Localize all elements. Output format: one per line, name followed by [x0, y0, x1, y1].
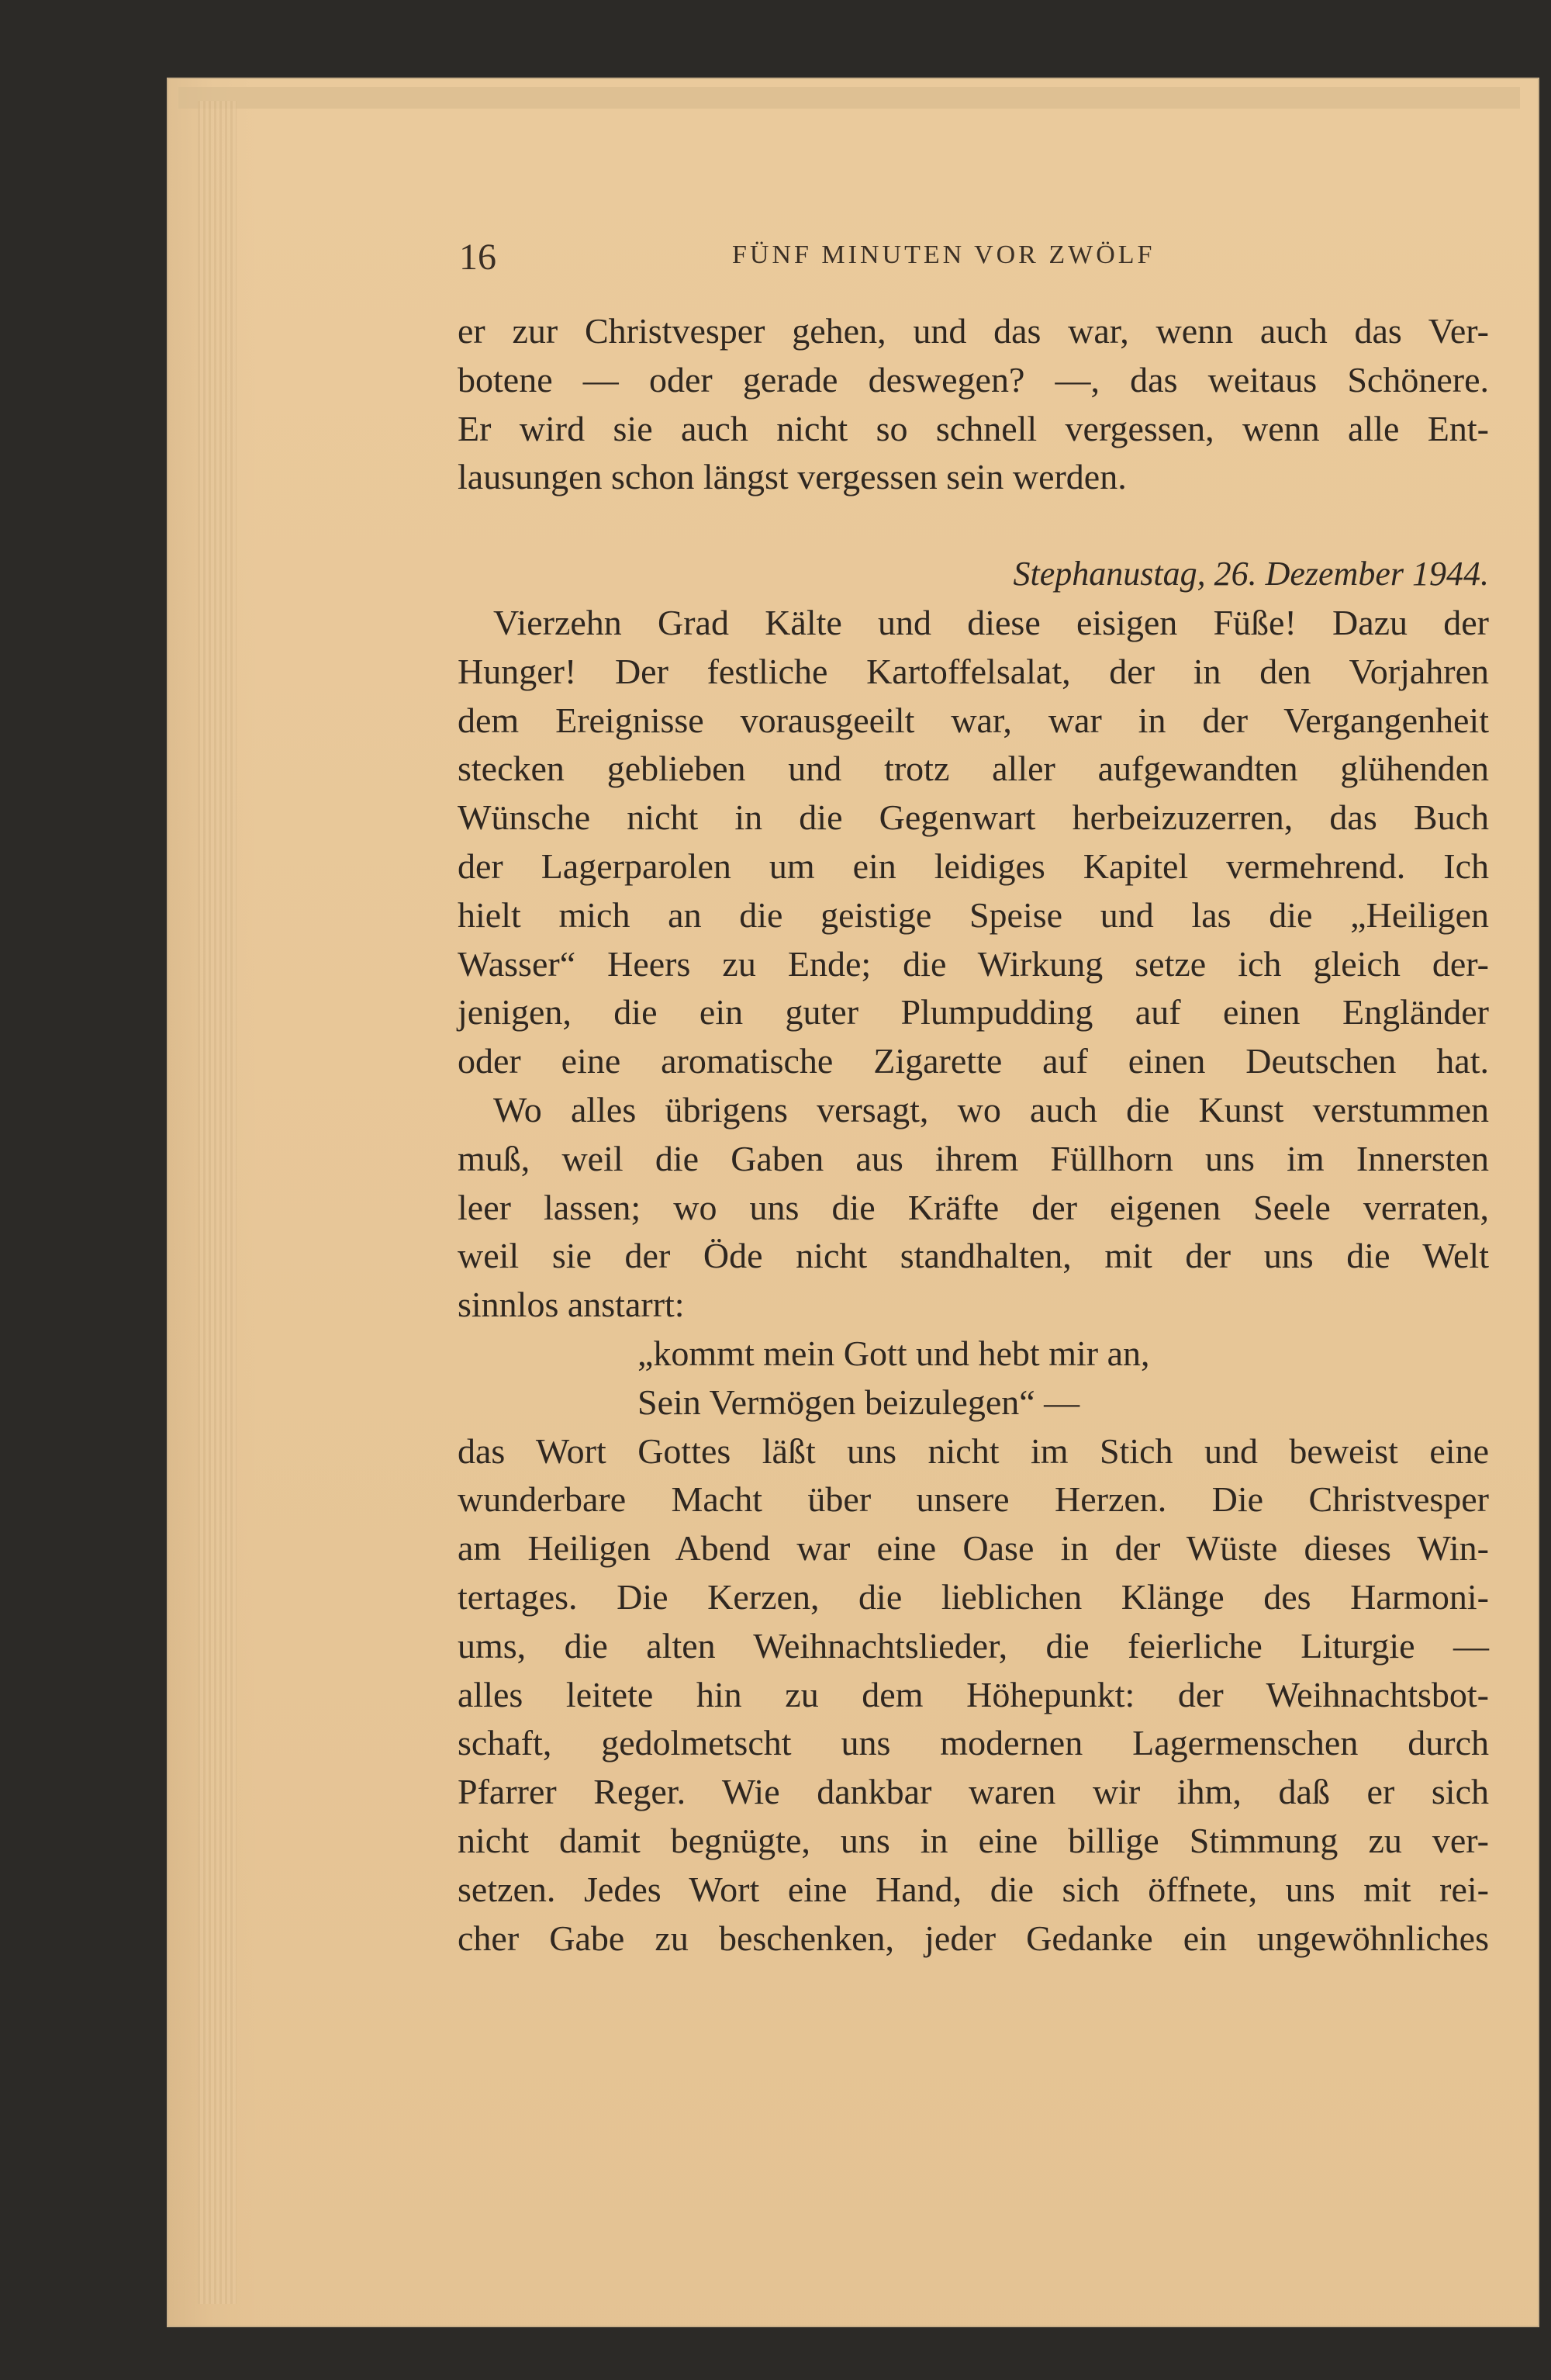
text-line: hielt mich an die geistige Speise und las die „Heiligen [458, 894, 1489, 935]
verse-line: „kommt mein Gott und hebt mir an, [637, 1333, 1150, 1373]
text-line: ums, die alten Weihnachtslieder, die feierliche Liturgie — [458, 1625, 1489, 1666]
text-line: Wünsche nicht in die Gegenwart herbeizuzerren, das Buch [458, 797, 1489, 838]
page-edge-top [178, 87, 1520, 109]
text-line: Hunger! Der festliche Kartoffelsalat, der in den Vorjahren [458, 651, 1489, 691]
text-line: lausungen schon längst vergessen sein werden. [458, 457, 1127, 497]
text-line: cher Gabe zu beschenken, jeder Gedanke ein ungewöhnliches [458, 1918, 1489, 1958]
text-line: Wasser“ Heers zu Ende; die Wirkung setze ich gleich der- [458, 943, 1489, 984]
text-line: dem Ereignisse vorausgeeilt war, war in der Vergangenheit [458, 700, 1489, 740]
body-text [458, 307, 1489, 1963]
text-line: Pfarrer Reger. Wie dankbar waren wir ihm, daß er sich [458, 1772, 1489, 1812]
text-line: tertages. Die Kerzen, die lieblichen Klänge des Harmoni- [458, 1576, 1489, 1617]
text-line: jenigen, die ein guter Plumpudding auf einen Engländer [458, 992, 1489, 1033]
text-line: setzen. Jedes Wort eine Hand, die sich öffnete, uns mit rei- [458, 1869, 1489, 1909]
text-line: weil sie der Öde nicht standhalten, mit der uns die Welt [458, 1236, 1489, 1276]
running-title: FÜNF MINUTEN VOR ZWÖLF [732, 240, 1155, 269]
text-line: Er wird sie auch nicht so schnell vergessen, wenn alle Ent- [458, 408, 1489, 448]
text-line: alles leitete hin zu dem Höhepunkt: der Weihnachtsbot- [458, 1674, 1489, 1714]
text-line: oder eine aromatische Zigarette auf einen Deutschen hat. [458, 1041, 1489, 1081]
text-line: das Wort Gottes läßt uns nicht im Stich und beweist eine [458, 1430, 1489, 1471]
page-number: 16 [459, 237, 496, 278]
page-edge-left [198, 101, 237, 2304]
page-header [459, 234, 1491, 296]
text-line: nicht damit begnügte, uns in eine billige Stimmung zu ver- [458, 1820, 1489, 1860]
text-line: schaft, gedolmetscht uns modernen Lagermenschen durch [458, 1723, 1489, 1763]
text-line: stecken geblieben und trotz aller aufgewandten glühenden [458, 749, 1489, 789]
text-line: er zur Christvesper gehen, und das war, wenn auch das Ver- [458, 311, 1489, 351]
text-line: Wo alles übrigens versagt, wo auch die Kunst verstummen [493, 1089, 1489, 1129]
text-line: leer lassen; wo uns die Kräfte der eigenen Seele verraten, [458, 1187, 1489, 1227]
entry-date: Stephanustag, 26. Dezember 1944. [1013, 555, 1489, 593]
text-line: sinnlos anstarrt: [458, 1285, 685, 1325]
text-line: am Heiligen Abend war eine Oase in der Wüste dieses Win- [458, 1528, 1489, 1569]
text-line: muß, weil die Gaben aus ihrem Füllhorn uns im Innersten [458, 1138, 1489, 1178]
text-line: der Lagerparolen um ein leidiges Kapitel vermehrend. Ich [458, 846, 1489, 886]
text-line: Vierzehn Grad Kälte und diese eisigen Füße! Dazu der [493, 602, 1489, 642]
text-line: botene — oder gerade deswegen? —, das weitaus Schönere. [458, 359, 1489, 400]
verse-line: Sein Vermögen beizulegen“ — [637, 1382, 1080, 1422]
text-line: wunderbare Macht über unsere Herzen. Die Christvesper [458, 1479, 1489, 1520]
